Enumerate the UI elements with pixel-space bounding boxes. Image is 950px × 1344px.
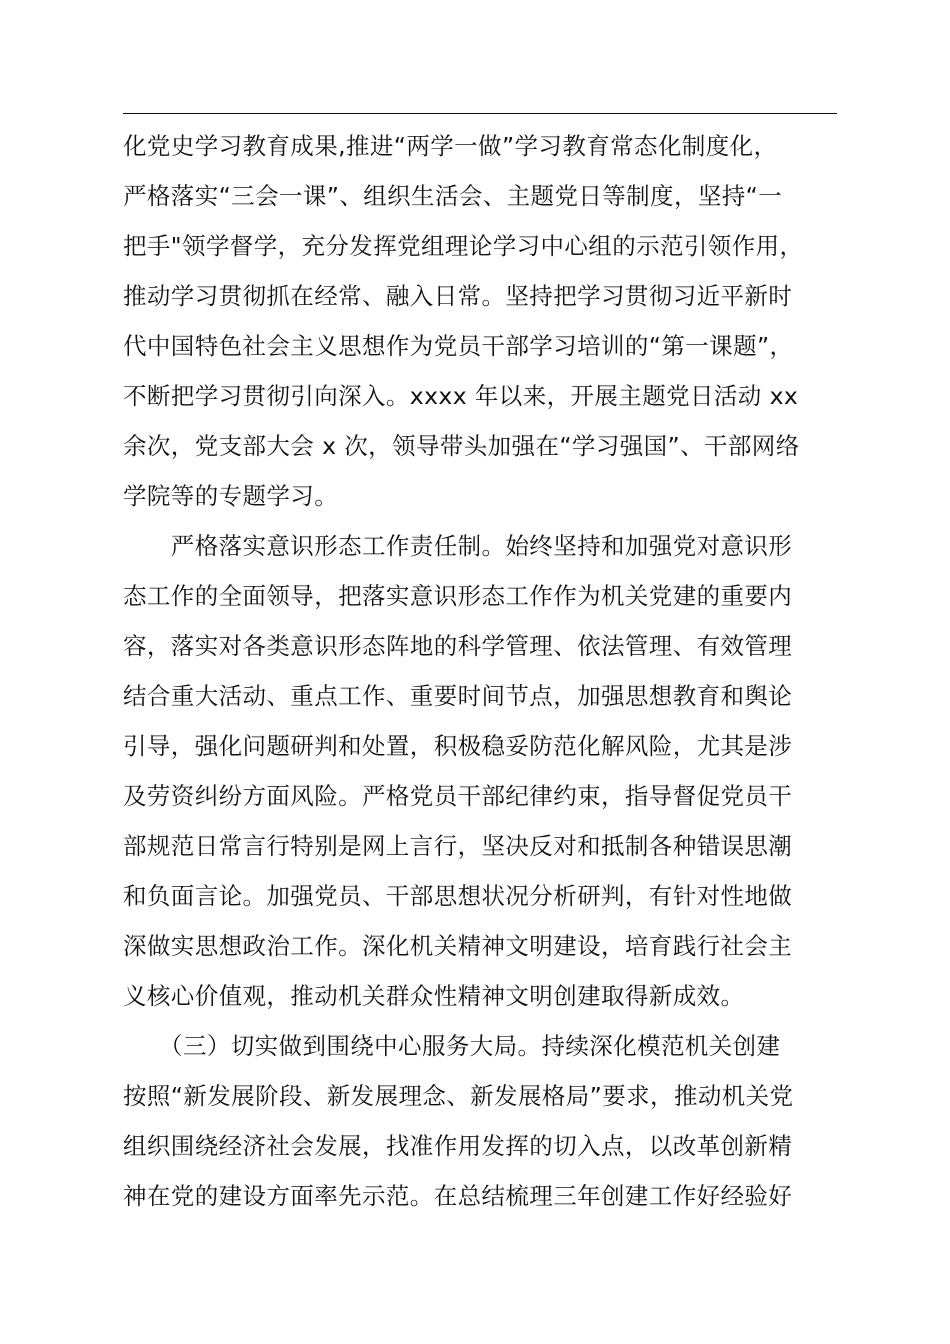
body-line-19: （三）切实做到围绕中心服务大局。持续深化模范机关创建: [123, 1032, 781, 1060]
body-line-16: 和负面言论。加强党员、干部思想状况分析研判，有针对性地做: [123, 882, 793, 910]
body-line-3: 把手"领学督学，充分发挥党组理论学习中心组的示范引领作用，: [123, 232, 804, 260]
body-line-2: 严格落实“三会一课”、组织生活会、主题党日等制度，坚持“一: [123, 182, 783, 210]
body-line-13: 引导，强化问题研判和处置，积极稳妥防范化解风险，尤其是涉: [123, 732, 793, 760]
body-line-10: 态工作的全面领导，把落实意识形态工作作为机关党建的重要内: [123, 582, 793, 610]
body-line-9: 严格落实意识形态工作责任制。始终坚持和加强党对意识形: [123, 532, 793, 560]
body-line-11: 容，落实对各类意识形态阵地的科学管理、依法管理、有效管理: [123, 632, 793, 660]
document-body: [123, 121, 843, 1221]
body-line-1: 化党史学习教育成果,推进“两学一做”学习教育常态化制度化，: [123, 132, 778, 160]
body-line-17: 深做实思想政治工作。深化机关精神文明建设，培育践行社会主: [123, 932, 793, 960]
body-line-21: 组织围绕经济社会发展，找准作用发挥的切入点，以改革创新精: [123, 1132, 793, 1160]
body-line-15: 部规范日常言行特别是网上言行，坚决反对和抵制各种错误思潮: [123, 832, 793, 860]
body-line-20: 按照“新发展阶段、新发展理念、新发展格局”要求，推动机关党: [123, 1082, 794, 1110]
body-line-7: 余次，党支部大会 x 次，领导带头加强在“学习强国”、干部网络: [123, 432, 800, 460]
header-rule: [123, 113, 837, 114]
body-line-6: 不断把学习贯彻引向深入。xxxx 年以来，开展主题党日活动 xx: [123, 382, 799, 410]
body-line-22: 神在党的建设方面率先示范。在总结梳理三年创建工作好经验好: [123, 1182, 793, 1210]
body-line-8: 学院等的专题学习。: [123, 482, 339, 510]
body-line-4: 推动学习贯彻抓在经常、融入日常。坚持把学习贯彻习近平新时: [123, 282, 793, 310]
body-line-12: 结合重大活动、重点工作、重要时间节点，加强思想教育和舆论: [123, 682, 793, 710]
body-line-14: 及劳资纠纷方面风险。严格党员干部纪律约束，指导督促党员干: [123, 782, 793, 810]
body-line-18: 义核心价值观，推动机关群众性精神文明创建取得新成效。: [123, 982, 745, 1010]
body-line-5: 代中国特色社会主义思想作为党员干部学习培训的“第一课题”，: [123, 332, 794, 360]
